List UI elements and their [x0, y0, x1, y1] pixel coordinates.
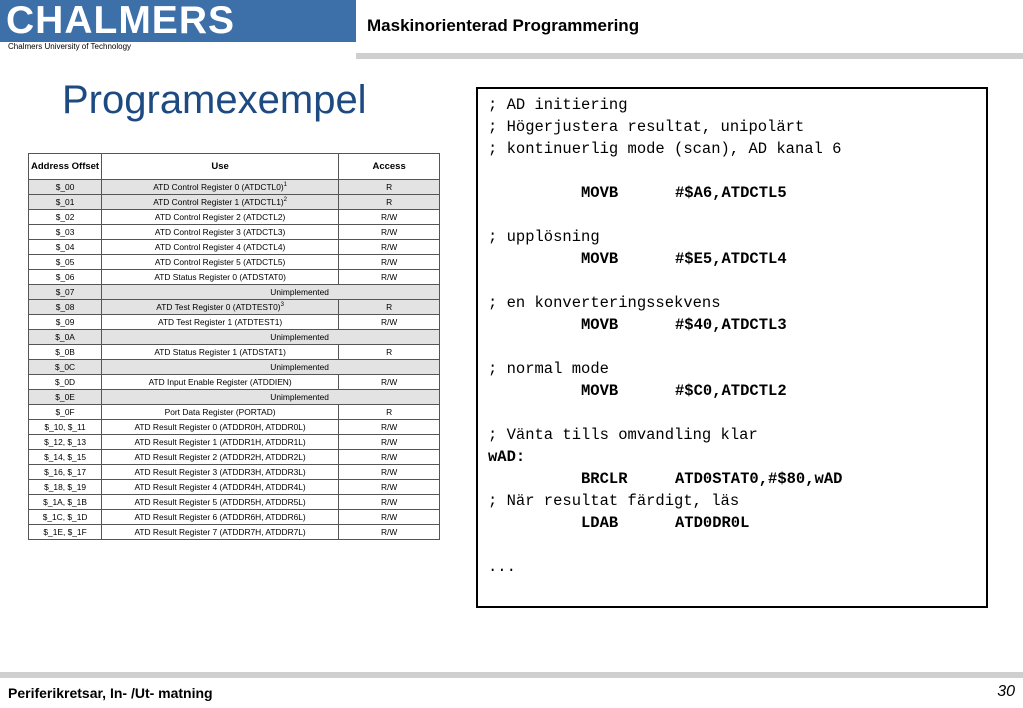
header-address: Address Offset — [29, 154, 102, 180]
cell-access: R/W — [339, 525, 440, 540]
course-title: Maskinorienterad Programmering — [367, 16, 640, 35]
cell-address: $_0C — [29, 360, 102, 375]
cell-use: Unimplemented — [102, 285, 440, 300]
cell-use: ATD Result Register 1 (ATDDR1H, ATDDR1L) — [102, 435, 339, 450]
instruction-opcode: MOVB — [581, 382, 619, 400]
table-row — [29, 435, 440, 450]
header-divider — [356, 53, 1023, 59]
footnote-marker: 2 — [283, 197, 288, 204]
instruction-operand: ATD0DR0L — [675, 514, 750, 532]
code-comment: ; normal mode — [488, 360, 609, 378]
cell-address: $_1A, $_1B — [29, 495, 102, 510]
cell-address: $_08 — [29, 300, 102, 315]
code-listing — [476, 87, 988, 608]
cell-use: ATD Control Register 2 (ATDCTL2) — [102, 210, 339, 225]
cell-address: $_0B — [29, 345, 102, 360]
cell-address: $_09 — [29, 315, 102, 330]
table-row — [29, 195, 440, 210]
cell-access: R/W — [339, 510, 440, 525]
cell-address: $_0D — [29, 375, 102, 390]
table-row — [29, 495, 440, 510]
cell-address: $_02 — [29, 210, 102, 225]
cell-access: R/W — [339, 495, 440, 510]
cell-address: $_00 — [29, 180, 102, 195]
cell-use: ATD Input Enable Register (ATDDIEN) — [102, 375, 339, 390]
logo-subtitle: Chalmers University of Technology — [8, 42, 132, 51]
cell-use: ATD Control Register 4 (ATDCTL4) — [102, 240, 339, 255]
table-row — [29, 345, 440, 360]
page-number: 30 — [997, 683, 1015, 700]
footnote-marker: 3 — [280, 302, 284, 309]
cell-access: R — [339, 195, 440, 210]
cell-address: $_01 — [29, 195, 102, 210]
cell-address: $_16, $_17 — [29, 465, 102, 480]
cell-address: $_0E — [29, 390, 102, 405]
cell-access: R/W — [339, 210, 440, 225]
cell-use: ATD Result Register 3 (ATDDR3H, ATDDR3L) — [102, 465, 339, 480]
code-comment: ; upplösning — [488, 228, 600, 246]
table-row — [29, 480, 440, 495]
cell-use: ATD Status Register 0 (ATDSTAT0) — [102, 270, 339, 285]
table-row — [29, 240, 440, 255]
instruction-opcode: BRCLR — [581, 470, 628, 488]
code-comment: ; AD initiering — [488, 96, 628, 114]
cell-address: $_06 — [29, 270, 102, 285]
cell-access: R/W — [339, 240, 440, 255]
instruction-operand: #$C0,ATDCTL2 — [675, 382, 787, 400]
table-row — [29, 180, 440, 195]
code-instruction — [488, 380, 978, 402]
cell-address: $_0F — [29, 405, 102, 420]
cell-access: R — [339, 300, 440, 315]
instruction-opcode: MOVB — [581, 184, 619, 202]
cell-address: $_0A — [29, 330, 102, 345]
code-instruction — [488, 182, 978, 204]
table-row — [29, 285, 440, 300]
instruction-opcode: MOVB — [581, 316, 619, 334]
instruction-opcode: MOVB — [581, 250, 619, 268]
footnote-marker: 1 — [283, 182, 288, 189]
cell-use: ATD Result Register 2 (ATDDR2H, ATDDR2L) — [102, 450, 339, 465]
cell-address: $_04 — [29, 240, 102, 255]
register-table — [28, 153, 440, 540]
table-row — [29, 255, 440, 270]
table-row — [29, 270, 440, 285]
cell-use: ATD Result Register 6 (ATDDR6H, ATDDR6L) — [102, 510, 339, 525]
logo-text: CHALMERS — [6, 0, 235, 42]
cell-access: R/W — [339, 450, 440, 465]
cell-address: $_14, $_15 — [29, 450, 102, 465]
header-use: Use — [102, 154, 339, 180]
instruction-operand: #$E5,ATDCTL4 — [675, 250, 787, 268]
table-row — [29, 225, 440, 240]
code-comment: ; Högerjustera resultat, unipolärt — [488, 118, 805, 136]
table-header-row — [29, 154, 440, 180]
cell-address: $_05 — [29, 255, 102, 270]
table-row — [29, 300, 440, 315]
cell-access: R — [339, 345, 440, 360]
cell-use: Unimplemented — [102, 360, 440, 375]
table-row — [29, 450, 440, 465]
code-comment: ... — [488, 558, 516, 576]
footer-text: Periferikretsar, In- /Ut- matning — [8, 685, 213, 701]
chalmers-logo — [0, 0, 356, 42]
cell-use: ATD Control Register 5 (ATDCTL5) — [102, 255, 339, 270]
cell-use: Unimplemented — [102, 330, 440, 345]
cell-use: ATD Test Register 1 (ATDTEST1) — [102, 315, 339, 330]
cell-access: R/W — [339, 480, 440, 495]
cell-access: R/W — [339, 435, 440, 450]
cell-access: R/W — [339, 465, 440, 480]
instruction-operand: #$40,ATDCTL3 — [675, 316, 787, 334]
cell-use: ATD Result Register 4 (ATDDR4H, ATDDR4L) — [102, 480, 339, 495]
cell-use: Port Data Register (PORTAD) — [102, 405, 339, 420]
table-row — [29, 390, 440, 405]
code-comment: ; Vänta tills omvandling klar — [488, 426, 758, 444]
cell-access: R — [339, 180, 440, 195]
table-row — [29, 315, 440, 330]
cell-address: $_12, $_13 — [29, 435, 102, 450]
cell-address: $_18, $_19 — [29, 480, 102, 495]
code-instruction — [488, 248, 978, 270]
instruction-opcode: LDAB — [581, 514, 619, 532]
cell-address: $_1C, $_1D — [29, 510, 102, 525]
cell-access: R/W — [339, 270, 440, 285]
code-comment: ; kontinuerlig mode (scan), AD kanal 6 — [488, 140, 842, 158]
instruction-operand: ATD0STAT0,#$80,wAD — [675, 470, 843, 488]
code-comment: ; När resultat färdigt, läs — [488, 492, 740, 510]
register-table-body — [29, 180, 440, 540]
cell-access: R/W — [339, 420, 440, 435]
cell-use: Unimplemented — [102, 390, 440, 405]
code-instruction — [488, 512, 978, 534]
code-instruction — [488, 314, 978, 336]
cell-access: R/W — [339, 375, 440, 390]
table-row — [29, 525, 440, 540]
cell-use: ATD Control Register 1 (ATDCTL1)$^2$ — [102, 195, 339, 210]
code-label: wAD: — [488, 448, 526, 466]
cell-use: ATD Result Register 5 (ATDDR5H, ATDDR5L) — [102, 495, 339, 510]
table-row — [29, 420, 440, 435]
table-row — [29, 465, 440, 480]
cell-use: ATD Result Register 7 (ATDDR7H, ATDDR7L) — [102, 525, 339, 540]
instruction-operand: #$A6,ATDCTL5 — [675, 184, 787, 202]
table-row — [29, 210, 440, 225]
cell-use: ATD Control Register 0 (ATDCTL0)$^1$ — [102, 180, 339, 195]
code-comment: ; en konverteringssekvens — [488, 294, 721, 312]
cell-address: $_1E, $_1F — [29, 525, 102, 540]
cell-access: R/W — [339, 225, 440, 240]
cell-access: R — [339, 405, 440, 420]
cell-address: $_03 — [29, 225, 102, 240]
footer-divider — [0, 672, 1023, 678]
table-row — [29, 405, 440, 420]
cell-use: ATD Control Register 3 (ATDCTL3) — [102, 225, 339, 240]
header-access: Access — [339, 154, 440, 180]
cell-access: R/W — [339, 255, 440, 270]
table-row — [29, 360, 440, 375]
cell-use: ATD Test Register 0 (ATDTEST0)$^3$ — [102, 300, 339, 315]
table-row — [29, 375, 440, 390]
cell-address: $_07 — [29, 285, 102, 300]
table-row — [29, 510, 440, 525]
cell-address: $_10, $_11 — [29, 420, 102, 435]
code-instruction — [488, 468, 978, 490]
table-row — [29, 330, 440, 345]
slide-title: Programexempel — [62, 78, 367, 122]
cell-use: ATD Status Register 1 (ATDSTAT1) — [102, 345, 339, 360]
cell-use: ATD Result Register 0 (ATDDR0H, ATDDR0L) — [102, 420, 339, 435]
cell-access: R/W — [339, 315, 440, 330]
